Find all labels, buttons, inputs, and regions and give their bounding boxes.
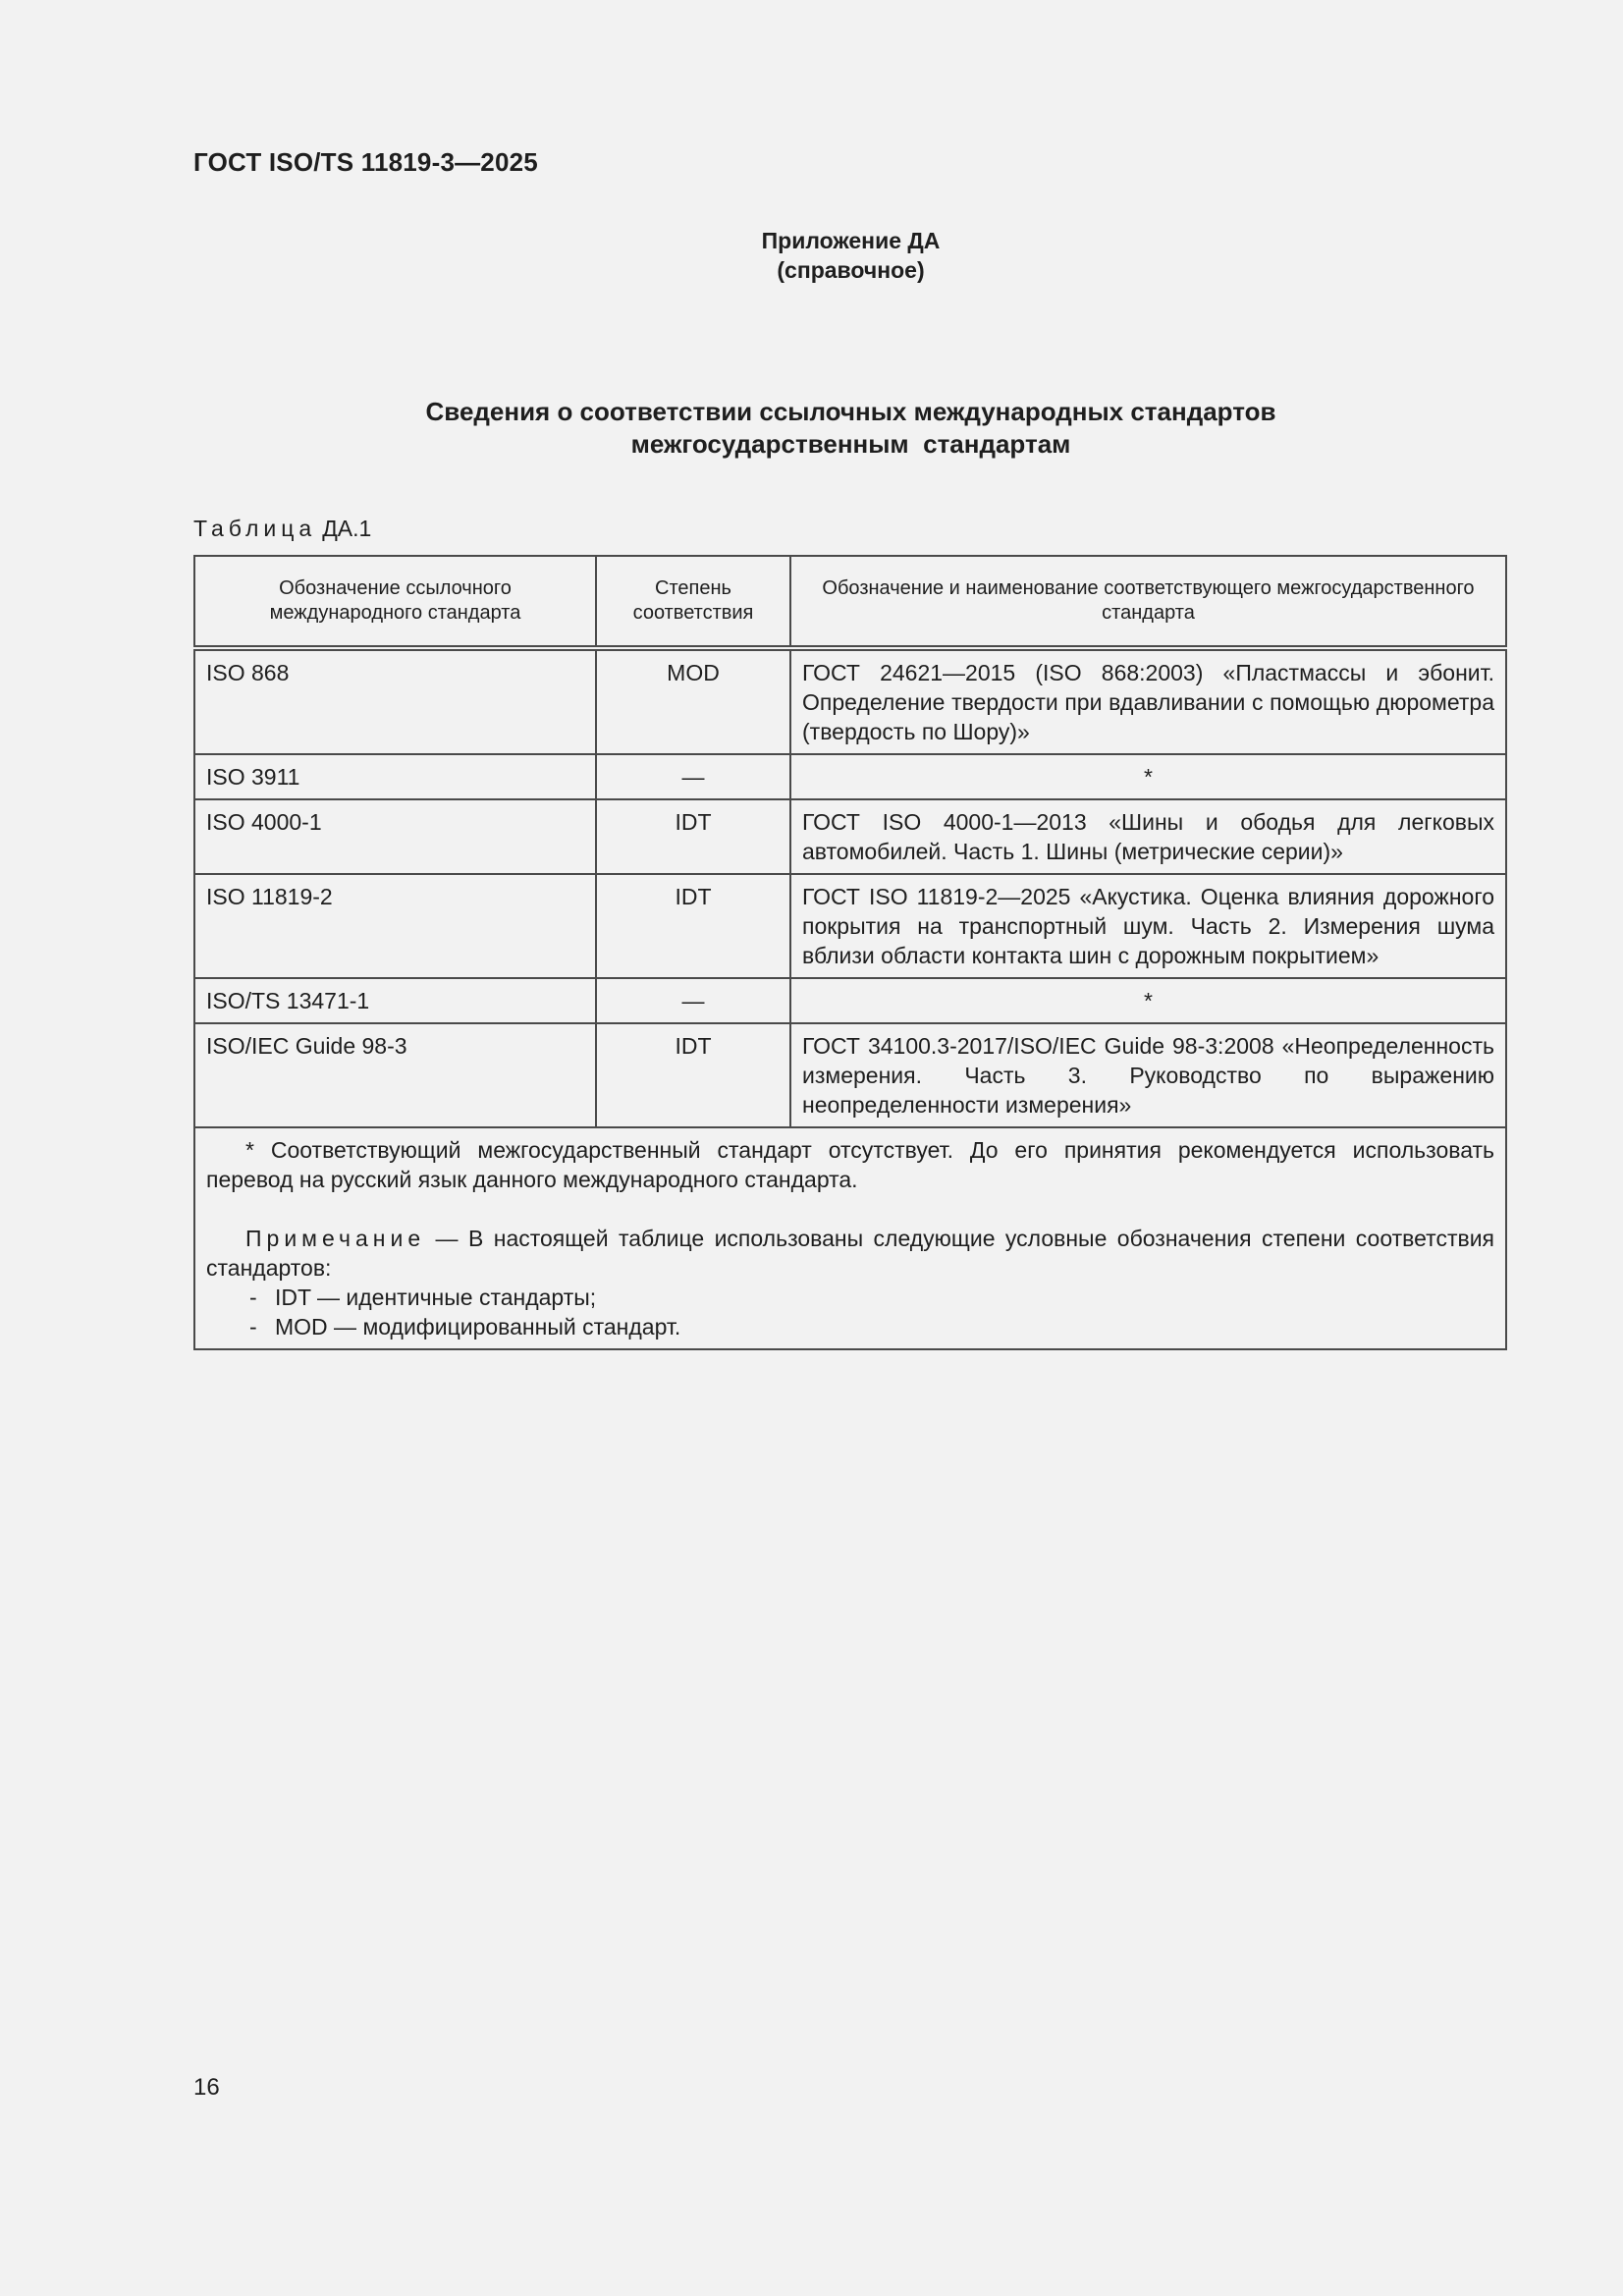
table-header-row	[194, 556, 1506, 648]
list-item-text: IDT — идентичные стандарты;	[275, 1285, 597, 1310]
table-footnote-row	[194, 1127, 1506, 1349]
table-row	[194, 754, 1506, 799]
note-text: — В настоящей таблице использованы следующие условные обозначения степени соответствия стандартов:	[206, 1226, 1494, 1281]
cell-national: ГОСТ 24621—2015 (ISO 868:2003) «Пластмассы и эбонит. Определение твердости при вдавливании с помощью дюрометра (твердость по Шору)»	[790, 648, 1506, 754]
list-item	[206, 1312, 1494, 1341]
table-caption-word: Таблица	[193, 516, 317, 541]
cell-national: *	[790, 978, 1506, 1023]
cell-national: ГОСТ ISO 11819-2—2025 «Акустика. Оценка влияния дорожного покрытия на транспортный шум. Часть 2. Измерения шума вблизи области контакта шин с дорожным покрытием»	[790, 874, 1506, 978]
cell-reference: ISO/IEC Guide 98-3	[194, 1023, 596, 1127]
cell-reference: ISO 3911	[194, 754, 596, 799]
header-degree: Степень соответствия	[596, 556, 790, 648]
appendix-subtitle: (справочное)	[777, 257, 925, 283]
section-title-line-1: Сведения о соответствии ссылочных международных стандартов	[425, 397, 1276, 426]
page-number: 16	[193, 2074, 220, 2101]
table-row	[194, 799, 1506, 874]
cell-national: *	[790, 754, 1506, 799]
table-row	[194, 1023, 1506, 1127]
cell-degree: IDT	[596, 799, 790, 874]
cell-reference: ISO 11819-2	[194, 874, 596, 978]
list-item	[206, 1283, 1494, 1312]
cell-degree: IDT	[596, 874, 790, 978]
table-note	[206, 1224, 1494, 1283]
note-list	[206, 1283, 1494, 1341]
section-title	[0, 396, 1623, 461]
cell-degree: IDT	[596, 1023, 790, 1127]
cell-national: ГОСТ ISO 4000-1—2013 «Шины и ободья для легковых автомобилей. Часть 1. Шины (метрические серии)»	[790, 799, 1506, 874]
cell-degree: —	[596, 978, 790, 1023]
cell-reference: ISO 4000-1	[194, 799, 596, 874]
correspondence-table	[193, 555, 1507, 1350]
note-label: Примечание	[245, 1226, 426, 1251]
table-caption-number: ДА.1	[322, 516, 372, 541]
table-footnote: * Соответствующий межгосударственный стандарт отсутствует. До его принятия рекомендуется использовать перевод на русский язык данного международного стандарта.	[206, 1137, 1494, 1192]
cell-national: ГОСТ 34100.3-2017/ISO/IEC Guide 98-3:2008 «Неопределенность измерения. Часть 3. Руководство по выражению неопределенности измерения»	[790, 1023, 1506, 1127]
appendix-heading	[0, 226, 1623, 285]
table-row	[194, 978, 1506, 1023]
header-reference-standard: Обозначение ссылочного международного стандарта	[194, 556, 596, 648]
cell-degree: MOD	[596, 648, 790, 754]
document-header: ГОСТ ISO/TS 11819-3—2025	[193, 147, 538, 177]
table-row	[194, 874, 1506, 978]
list-item-text: MOD — модифицированный стандарт.	[275, 1314, 681, 1339]
table-row	[194, 648, 1506, 754]
table-footnote-cell	[194, 1127, 1506, 1349]
cell-degree: —	[596, 754, 790, 799]
table-caption	[193, 516, 371, 542]
header-national-standard: Обозначение и наименование соответствующего межгосударственного стандарта	[790, 556, 1506, 648]
section-title-line-2: межгосударственным стандартам	[630, 429, 1071, 459]
cell-reference: ISO 868	[194, 648, 596, 754]
cell-reference: ISO/TS 13471-1	[194, 978, 596, 1023]
appendix-title: Приложение ДА	[761, 228, 941, 253]
